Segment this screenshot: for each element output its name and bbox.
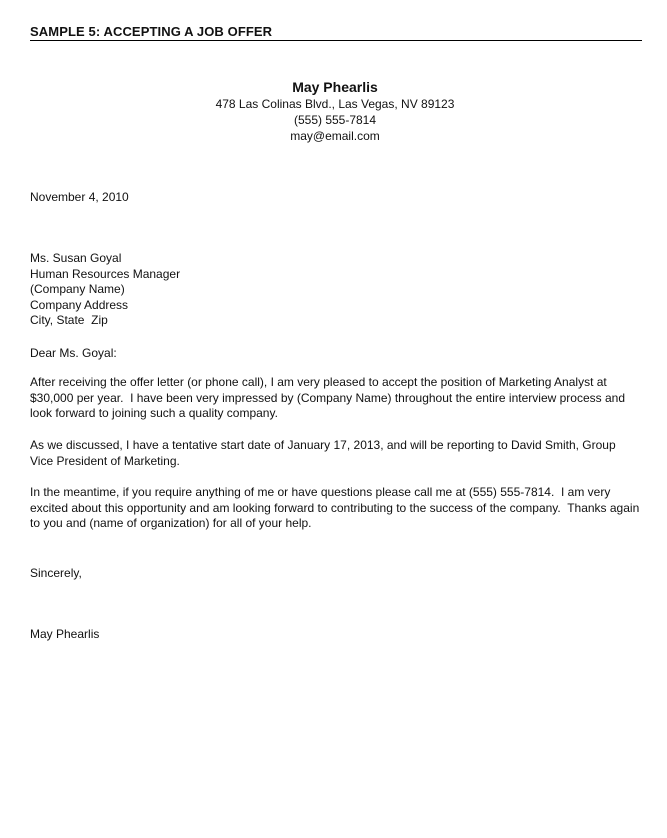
page-heading: SAMPLE 5: ACCEPTING A JOB OFFER	[30, 24, 642, 41]
sender-phone: (555) 555-7814	[293, 113, 377, 127]
body-paragraph	[30, 438, 642, 469]
recipient-title: Human Resources Manager	[30, 266, 181, 281]
recipient-block	[30, 251, 642, 329]
body-paragraph-text: After receiving the offer letter (or phone call), I am very pleased to accept the position of Marketing Analyst at $30,000 per year. I have been very impressed by (Company Name) throughout the entire interview process and look forward to joining such a quality company.	[30, 375, 629, 420]
body-paragraph	[30, 375, 642, 422]
signature-name: May Phearlis	[30, 627, 100, 641]
letter-date: November 4, 2010	[30, 190, 129, 204]
salutation: Dear Ms. Goyal:	[30, 346, 117, 360]
recipient-address: Company Address	[30, 297, 129, 312]
recipient-name: Ms. Susan Goyal	[30, 251, 122, 265]
sender-address: 478 Las Colinas Blvd., Las Vegas, NV 89123	[215, 97, 455, 111]
recipient-company: (Company Name)	[30, 282, 125, 296]
closing: Sincerely,	[30, 566, 82, 580]
body-paragraph	[30, 485, 642, 532]
sender-name: May Phearlis	[292, 79, 378, 95]
sender-block	[160, 78, 510, 144]
sender-email: may@email.com	[290, 129, 380, 143]
body-paragraph-text: In the meantime, if you require anything of me or have questions please call me at (555) 555-7814. I am very excited about this opportunity and am looking forward to contributing to the success of the company. Thanks again to you and (name of organization) for all of your help.	[30, 485, 643, 530]
recipient-city-state-zip: City, State Zip	[30, 313, 108, 327]
body-paragraph-text: As we discussed, I have a tentative start date of January 17, 2013, and will be reporting to David Smith, Group Vice President of Marketing.	[30, 438, 619, 468]
